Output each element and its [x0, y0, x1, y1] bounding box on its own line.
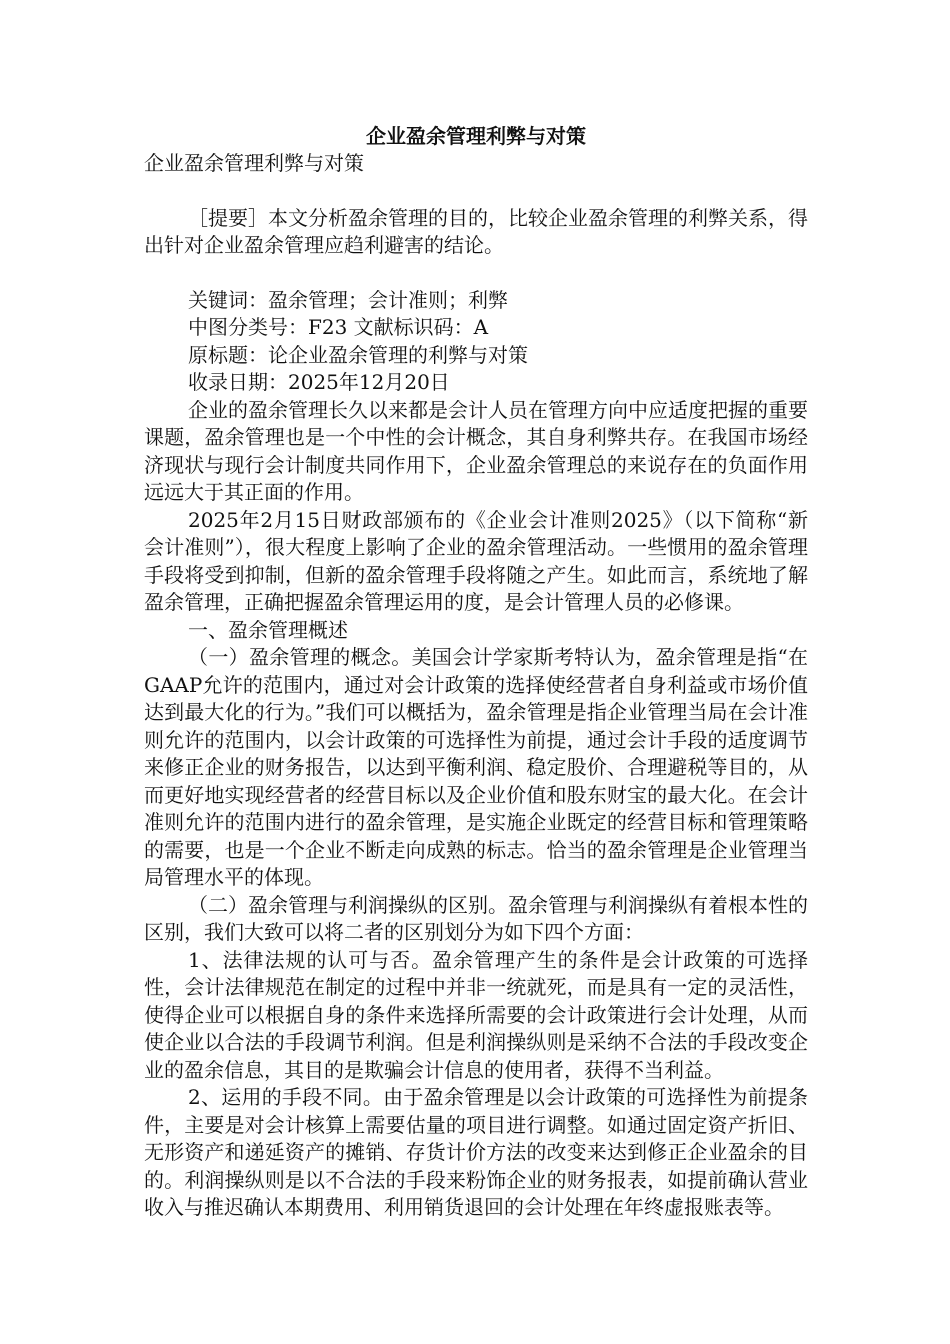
body-paragraph-difference: （二）盈余管理与利润操纵的区别。盈余管理与利润操纵有着根本性的区别，我们大致可以将二者的区别划分为如下四个方面：: [144, 892, 808, 944]
body-paragraph-new-standard: 2025年2月15日财政部颁布的《企业会计准则2025》（以下简称“新会计准则”），很大程度上影响了企业的盈余管理活动。一些惯用的盈余管理手段将受到抑制，但新的盈余管理手段将随之产生。如此而言，系统地了解盈余管理，正确把握盈余管理运用的度，是会计管理人员的必修课。: [144, 507, 808, 614]
body-paragraph-intro: 企业的盈余管理长久以来都是会计人员在管理方向中应适度把握的重要课题，盈余管理也是一个中性的会计概念，其自身利弊共存。在我国市场经济现状与现行会计制度共同作用下，企业盈余管理总的来说存在的负面作用远远大于其正面的作用。: [144, 397, 808, 504]
keywords-line: 关键词：盈余管理；会计准则；利弊: [188, 287, 508, 312]
abstract-paragraph: ［提要］本文分析盈余管理的目的，比较企业盈余管理的利弊关系，得出针对企业盈余管理应趋利避害的结论。: [144, 205, 808, 257]
document-title: 企业盈余管理利弊与对策: [366, 124, 586, 148]
classification-line: 中图分类号：F23 文献标识码：A: [188, 315, 489, 339]
original-title-line: 原标题：论企业盈余管理的利弊与对策: [188, 342, 528, 367]
section-heading-overview: 一、盈余管理概述: [188, 617, 348, 642]
body-paragraph-point-2: 2、运用的手段不同。由于盈余管理是以会计政策的可选择性为前提条件，主要是对会计核算上需要估量的项目进行调整。如通过固定资产折旧、无形资产和递延资产的摊销、存货计价方法的改变来达到修正企业盈余的目的。利润操纵则是以不合法的手段来粉饰企业的财务报表，如提前确认营业收入与推迟确认本期费用、利用销货退回的会计处理在年终虚报账表等。: [144, 1085, 808, 1219]
body-paragraph-concept: （一）盈余管理的概念。美国会计学家斯考特认为，盈余管理是指“在GAAP允许的范围内，通过对会计政策的选择使经营者自身利益或市场价值达到最大化的行为。”我们可以概括为，盈余管理是指企业管理当局在会计准则允许的范围内，以会计政策的可选择性为前提，通过会计手段的适度调节来修正企业的财务报告，以达到平衡利润、稳定股价、合理避税等目的，从而更好地实现经营者的经营目标以及企业价值和股东财宝的最大化。在会计准则允许的范围内进行的盈余管理，是实施企业既定的经营目标和管理策略的需要，也是一个企业不断走向成熟的标志。恰当的盈余管理是企业管理当局管理水平的体现。: [144, 645, 808, 889]
document-subtitle: 企业盈余管理利弊与对策: [144, 151, 364, 175]
document-page: [144, 122, 808, 1222]
body-paragraph-point-1: 1、法律法规的认可与否。盈余管理产生的条件是会计政策的可选择性，会计法律规范在制定的过程中并非一统就死，而是具有一定的灵活性，使得企业可以根据自身的条件来选择所需要的会计政策进行会计处理，从而使企业以合法的手段调节利润。但是利润操纵则是采纳不合法的手段改变企业的盈余信息，其目的是欺骗会计信息的使用者，获得不当利益。: [144, 947, 808, 1082]
received-date-line: 收录日期：2025年12月20日: [188, 370, 450, 394]
